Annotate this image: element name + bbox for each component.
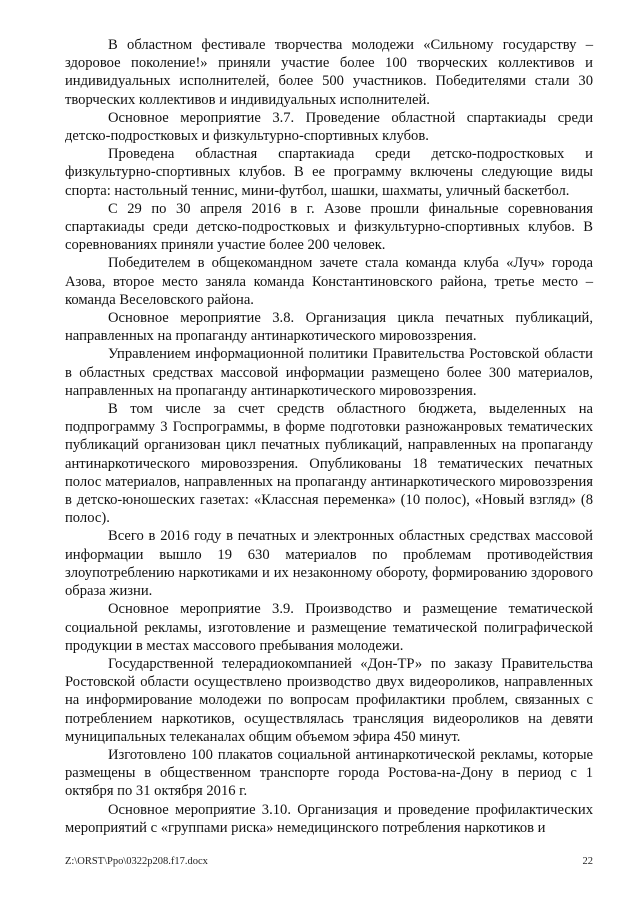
paragraph: Управлением информационной политики Правительства Ростовской области в областных средствах массовой информации размещено более 300 материалов, направленных на пропаганду антинаркотического мировоззрения.: [65, 346, 593, 399]
page-number: 22: [582, 856, 593, 867]
paragraph: Основное мероприятие 3.9. Производство и размещение тематической социальной рекламы, изготовление и размещение тематической полиграфической продукции в местах массового пребывания молодежи.: [65, 601, 593, 654]
file-path: Z:\ORST\Ppo\0322p208.f17.docx: [65, 856, 208, 867]
paragraph: Основное мероприятие 3.7. Проведение областной спартакиады среди детско-подростковых и физкультурно-спортивных клубов.: [65, 109, 593, 145]
document-body: [65, 36, 593, 837]
paragraph: Основное мероприятие 3.10. Организация и проведение профилактических мероприятий с «группами риска» немедицинского потребления наркотиков и: [65, 801, 593, 836]
paragraph: Основное мероприятие 3.8. Организация цикла печатных публикаций, направленных на пропаганду антинаркотического мировоззрения.: [65, 310, 593, 345]
paragraph: Всего в 2016 году в печатных и электронных областных средствах массовой информации вышло 19 630 материалов по проблемам противодействия злоупотреблению наркотиками и их незаконному обороту, формированию здорового образа жизни.: [65, 528, 593, 600]
paragraph: Проведена областная спартакиада среди детско-подростковых и физкультурно-спортивных клубов. В ее программу включены следующие виды спорта: настольный теннис, мини-футбол, шашки, шахматы, уличный баскетбол.: [65, 146, 593, 199]
paragraph: Победителем в общекомандном зачете стала команда клуба «Луч» города Азова, второе место заняла команда Константиновского района, третье место – команда Веселовского района.: [65, 255, 593, 308]
paragraph: В областном фестивале творчества молодежи «Сильному государству – здоровое поколение!» приняли участие более 100 творческих коллективов и индивидуальных исполнителей, более 500 участников. Победителями стали 30 творческих коллективов и индивидуальных исполнителей.: [65, 37, 593, 108]
paragraph: Государственной телерадиокомпанией «Дон-ТР» по заказу Правительства Ростовской области осуществлено производство двух видеороликов, направленных на информирование молодежи по вопросам профилактики проблем, связанных с потреблением наркотиков, осуществлялась трансляция видеороликов на девяти муниципальных телеканалах общим объемом эфира 450 минут.: [65, 655, 593, 745]
paragraph: С 29 по 30 апреля 2016 в г. Азове прошли финальные соревнования спартакиады среди детско-подростковых и физкультурно-спортивных клубов. В соревнованиях приняли участие более 200 человек.: [65, 200, 593, 254]
paragraph: В том числе за счет средств областного бюджета, выделенных на подпрограмму 3 Госпрограммы, в форме подготовки разножанровых тематических публикаций организован цикл печатных публикаций, направленных на пропаганду антинаркотического мировоззрения. Опубликованы 18 тематических печатных полос материалов, направленных на пропаганду антинаркотического мировоззрения в детско-юношеских газетах: «Классная переменка» (10 полос), «Новый взгляд» (8 полос).: [65, 401, 593, 527]
paragraph: Изготовлено 100 плакатов социальной антинаркотической рекламы, которые размещены в общественном транспорте города Ростова-на-Дону в период с 1 октября по 31 октября 2016 г.: [65, 746, 593, 800]
